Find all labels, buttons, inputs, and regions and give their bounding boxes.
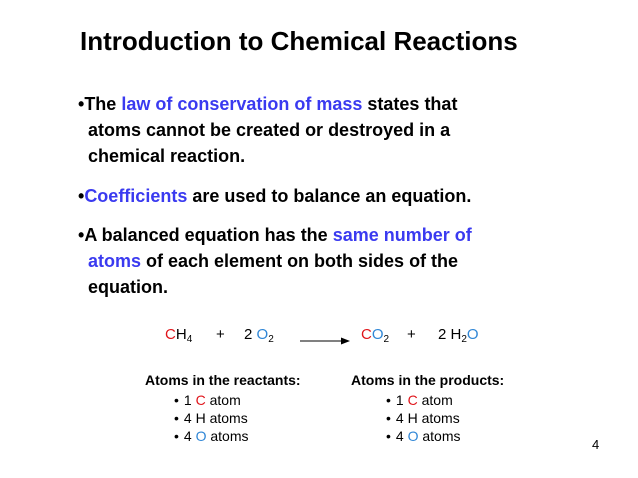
product-carbon-dioxide: $CO_2$: [361, 326, 390, 345]
highlight-term: law of conservation of mass: [121, 94, 363, 114]
bullet-text: are used to balance an equation.: [187, 186, 472, 206]
list-item: • 4 H atoms: [386, 409, 461, 427]
reactants-heading: Atoms in the reactants:: [145, 372, 301, 388]
list-item: • 4 H atoms: [174, 409, 249, 427]
list-item: • 4 O atoms: [386, 427, 461, 445]
highlight-term: Coefficients: [84, 186, 188, 206]
bullet-text: states that: [362, 94, 458, 114]
reactants-list: [174, 391, 249, 445]
products-heading: Atoms in the products:: [351, 372, 505, 388]
bullet-text: chemical reaction.: [88, 146, 246, 166]
reactant-methane: $CH_4$: [165, 326, 193, 345]
reactant-oxygen: 2 $O_2$: [244, 326, 274, 345]
slide-title: Introduction to Chemical Reactions: [80, 26, 518, 56]
list-item: • 1 C atom: [386, 391, 461, 409]
bullet-text: A balanced equation has the: [84, 225, 333, 245]
product-water: 2 $H_2O$: [438, 326, 479, 345]
bullet-text: The: [84, 94, 122, 114]
bullet-marker: •: [78, 225, 85, 245]
highlight-term: atoms: [88, 251, 142, 271]
bullet-conservation-of-mass: [78, 91, 457, 169]
bullet-balanced-equation: [78, 222, 472, 300]
reaction-arrow-icon: [300, 336, 350, 346]
plus-sign: +: [407, 326, 416, 343]
bullet-text: equation.: [88, 277, 168, 297]
bullet-marker: •: [78, 186, 85, 206]
highlight-term: same number of: [332, 225, 472, 245]
bullet-text: of each element on both sides of the: [141, 251, 459, 271]
list-item: • 4 O atoms: [174, 427, 249, 445]
bullet-marker: •: [78, 94, 85, 114]
bullet-coefficients: [78, 183, 471, 209]
page-number: 4: [592, 437, 600, 452]
plus-sign: +: [216, 326, 225, 343]
list-item: • 1 C atom: [174, 391, 249, 409]
bullet-text: atoms cannot be created or destroyed in a: [88, 120, 451, 140]
products-list: [386, 391, 461, 445]
